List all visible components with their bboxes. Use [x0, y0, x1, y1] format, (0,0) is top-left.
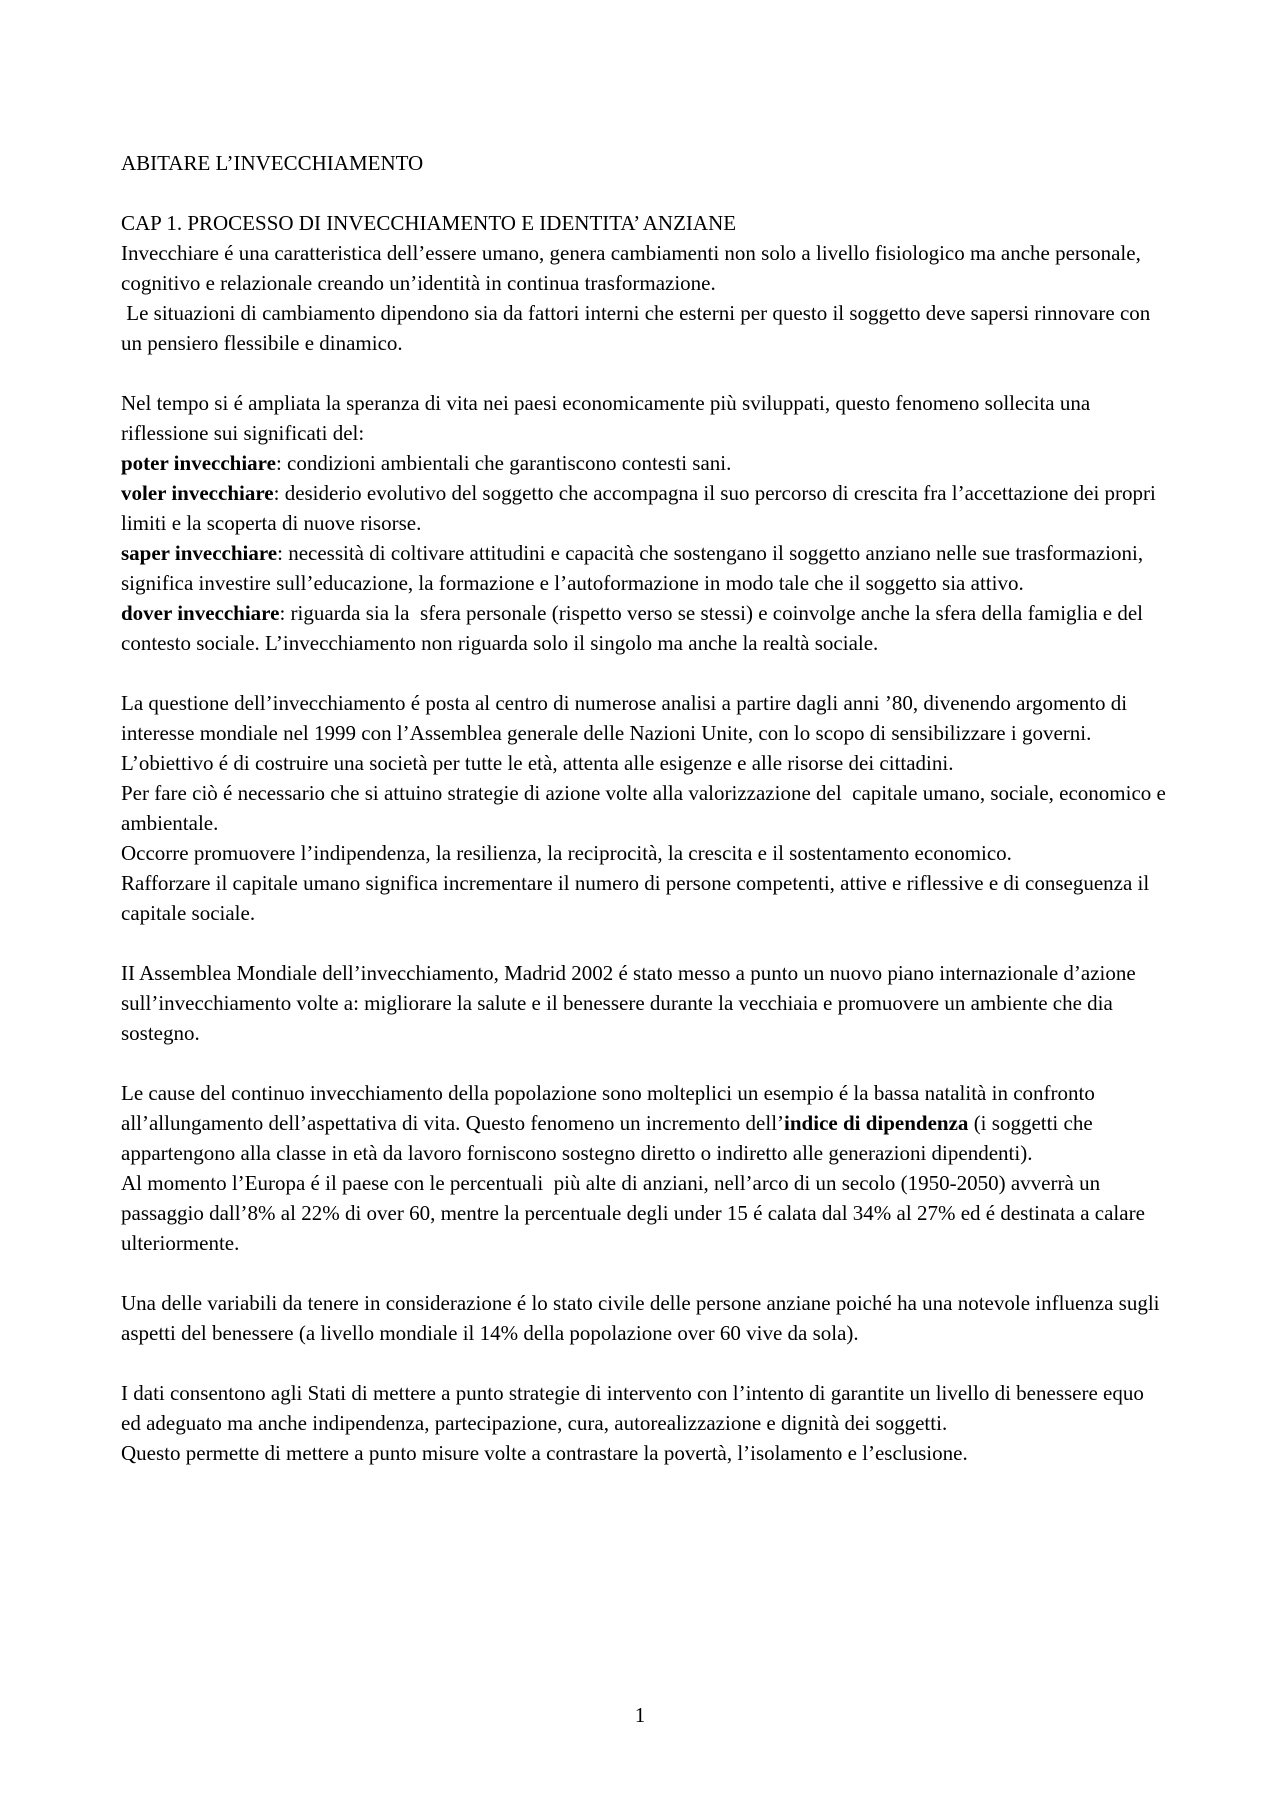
document-body: [121, 148, 1172, 1468]
paragraph-indice-dipendenza: [121, 1078, 1167, 1168]
paragraph: Per fare ciò é necessario che si attuino strategie di azione volte alla valorizzazione del capitale umano, sociale, economico e ambientale.: [121, 781, 1172, 835]
definition-text: : necessità di coltivare attitudini e capacità che sostengano il soggetto anziano nelle sue trasformazioni, significa investire sull’educazione, la formazione e l’autoformazione in modo tale che il soggetto sia attivo.: [121, 541, 1144, 595]
definition-text: : condizioni ambientali che garantiscono contesti sani.: [275, 451, 732, 475]
paragraph-gap: [121, 1348, 1167, 1378]
definition-poter: [121, 448, 1167, 478]
definition-text: : desiderio evolutivo del soggetto che accompagna il suo percorso di crescita fra l’accettazione dei propri limiti e la scoperta di nuove risorse.: [121, 481, 1156, 535]
definition-text: : riguarda sia la sfera personale (rispetto verso se stessi) e coinvolge anche la sfera della famiglia e del contesto sociale. L’invecchiamento non riguarda solo il singolo ma anche la realtà sociale.: [121, 601, 1149, 655]
paragraph-gap: [121, 658, 1167, 688]
paragraph: Invecchiare é una caratteristica dell’essere umano, genera cambiamenti non solo a livello fisiologico ma anche personale, cognitivo e relazionale creando un’identità in continua trasformazione.: [121, 241, 1141, 295]
paragraph-gap: [121, 1258, 1167, 1288]
paragraph: I dati consentono agli Stati di mettere a punto strategie di intervento con l’intento di garantite un livello di benessere equo ed adeguato ma anche indipendenza, partecipazione, cura, autorealizzazione e dignità dei soggetti.: [121, 1381, 1144, 1435]
paragraph-gap: [121, 928, 1167, 958]
paragraph: Questo permette di mettere a punto misure volte a contrastare la povertà, l’isolamento e l’esclusione.: [121, 1441, 968, 1465]
chapter-heading: CAP 1. PROCESSO DI INVECCHIAMENTO E IDENTITA’ ANZIANE: [121, 211, 737, 235]
paragraph-text: Le cause del continuo invecchiamento della popolazione sono molteplici un esempio é la bassa natalità in confronto all’allungamento dell’aspettativa di vita. Questo fenomeno un incremento dell’: [121, 1081, 1095, 1135]
definition-term: voler invecchiare: [121, 481, 274, 505]
page-number: 1: [634, 1703, 646, 1727]
definition-term: dover invecchiare: [121, 601, 280, 625]
definition-term: poter invecchiare: [121, 451, 276, 475]
paragraph: Occorre promuovere l’indipendenza, la resilienza, la reciprocità, la crescita e il sostentamento economico.: [121, 841, 1012, 865]
definition-saper: [121, 538, 1167, 598]
paragraph: II Assemblea Mondiale dell’invecchiamento, Madrid 2002 é stato messo a punto un nuovo piano internazionale d’azione sull’invecchiamento volte a: migliorare la salute e il benessere durante la vecchiaia e promuovere un ambiente che dia sostegno.: [121, 961, 1136, 1045]
bold-term: indice di dipendenza: [784, 1111, 969, 1135]
paragraph-gap: [121, 358, 1167, 388]
paragraph: Rafforzare il capitale umano significa incrementare il numero di persone competenti, attive e riflessive e di conseguenza il capitale sociale.: [121, 871, 1150, 925]
definition-term: saper invecchiare: [121, 541, 278, 565]
paragraph-text: (i soggetti che appartengono alla classe in età da lavoro forniscono sostegno diretto o indiretto alle generazioni dipendenti).: [121, 1111, 1093, 1165]
document-title: ABITARE L’INVECCHIAMENTO: [121, 151, 424, 175]
definition-voler: [121, 478, 1167, 538]
paragraph: Una delle variabili da tenere in considerazione é lo stato civile delle persone anziane poiché ha una notevole influenza sugli aspetti del benessere (a livello mondiale il 14% della popolazione over 60 vive da sola).: [121, 1291, 1160, 1345]
paragraph: Le situazioni di cambiamento dipendono sia da fattori interni che esterni per questo il soggetto deve sapersi rinnovare con un pensiero flessibile e dinamico.: [121, 301, 1156, 355]
paragraph: Nel tempo si é ampliata la speranza di vita nei paesi economicamente più sviluppati, questo fenomeno sollecita una riflessione sui significati del:: [121, 391, 1091, 445]
paragraph: Al momento l’Europa é il paese con le percentuali più alte di anziani, nell’arco di un secolo (1950-2050) avverrà un passaggio dall’8% al 22% di over 60, mentre la percentuale degli under 15 é calata dal 34% al 27% ed é destinata a calare ulteriormente.: [121, 1171, 1151, 1255]
definition-dover: [121, 598, 1167, 658]
paragraph: La questione dell’invecchiamento é posta al centro di numerose analisi a partire dagli anni ’80, divenendo argomento di interesse mondiale nel 1999 con l’Assemblea generale delle Nazioni Unite, con lo scopo di sensibilizzare i governi. L’obiettivo é di costruire una società per tutte le età, attenta alle esigenze e alle risorse dei cittadini.: [121, 691, 1128, 775]
paragraph-gap: [121, 1048, 1167, 1078]
